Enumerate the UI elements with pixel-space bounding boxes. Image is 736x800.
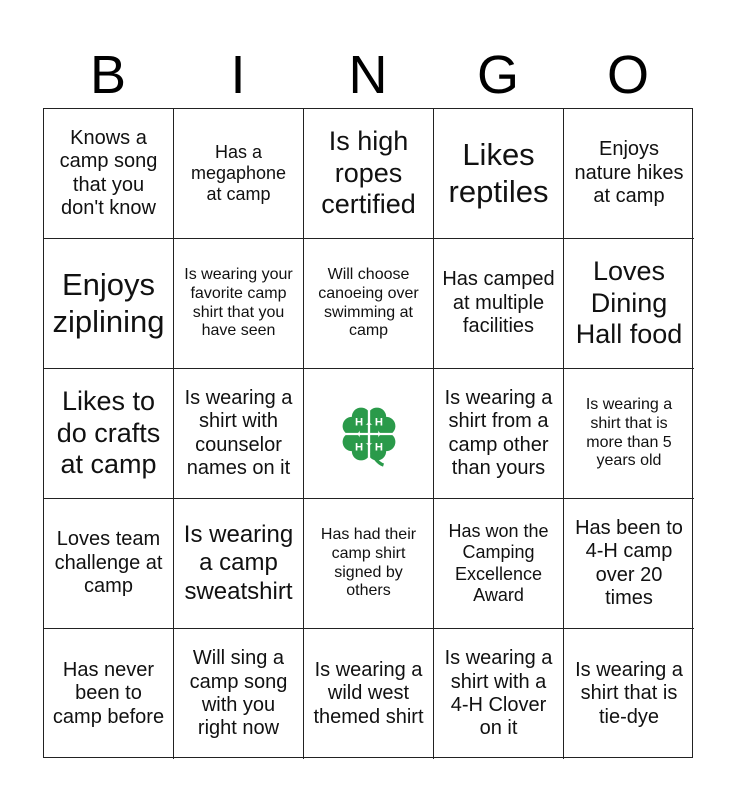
- cell-text: Knows a camp song that you don't know: [59, 126, 158, 219]
- bingo-cell-n4[interactable]: [304, 499, 434, 629]
- bingo-cell-o5[interactable]: [564, 629, 694, 759]
- bingo-header: [43, 42, 693, 108]
- cell-text: Is wearing a shirt with counselor names on it: [184, 386, 293, 479]
- svg-text:H: H: [354, 441, 363, 453]
- cell-text: Is wearing a shirt that is tie-dye: [575, 658, 683, 728]
- svg-text:H: H: [354, 415, 363, 428]
- cell-text: Is wearing a shirt from a camp other than yours: [444, 386, 553, 479]
- cell-text: Enjoys nature hikes at camp: [574, 138, 684, 208]
- bingo-cell-i2[interactable]: [174, 239, 304, 369]
- bingo-cell-i5[interactable]: [174, 629, 304, 759]
- cell-text: Likes reptiles: [448, 137, 549, 209]
- cell-text: Has a megaphone at camp: [190, 141, 287, 205]
- cell-text: Is wearing a shirt that is more than 5 years old: [585, 396, 673, 470]
- cell-text: Loves Dining Hall food: [575, 256, 683, 350]
- cell-text: Has been to 4-H camp over 20 times: [575, 516, 683, 609]
- bingo-cell-b3[interactable]: [44, 369, 174, 499]
- four-leaf-clover-icon: [336, 401, 402, 467]
- header-letter-b: B: [89, 45, 127, 105]
- bingo-cell-b5[interactable]: [44, 629, 174, 759]
- svg-text:H: H: [374, 415, 383, 428]
- bingo-cell-g2[interactable]: [434, 239, 564, 369]
- bingo-cell-n5[interactable]: [304, 629, 434, 759]
- bingo-board: [43, 108, 693, 758]
- bingo-cell-g3[interactable]: [434, 369, 564, 499]
- bingo-cell-b4[interactable]: [44, 499, 174, 629]
- bingo-cell-i4[interactable]: [174, 499, 304, 629]
- cell-text: Is wearing a shirt with a 4-H Clover on it: [444, 647, 553, 740]
- bingo-cell-o2[interactable]: [564, 239, 694, 369]
- cell-text: Is wearing a camp sweatshirt: [183, 521, 294, 605]
- cell-text: Has had their camp shirt signed by others: [320, 526, 417, 600]
- cell-text: Enjoys ziplining: [52, 267, 165, 339]
- bingo-cell-g5[interactable]: [434, 629, 564, 759]
- free-space-cell[interactable]: [304, 369, 434, 499]
- cell-text: Is wearing your favorite camp shirt that you have seen: [184, 266, 293, 340]
- cell-text: Has never been to camp before: [52, 658, 165, 728]
- bingo-cell-g1[interactable]: [434, 109, 564, 239]
- cell-text: Is high ropes certified: [321, 126, 416, 220]
- header-letter-o: O: [606, 45, 649, 105]
- cell-text: Has camped at multiple facilities: [442, 268, 555, 338]
- bingo-cell-n1[interactable]: [304, 109, 434, 239]
- bingo-cell-g4[interactable]: [434, 499, 564, 629]
- bingo-cell-b2[interactable]: [44, 239, 174, 369]
- cell-text: Will sing a camp song with you right now: [189, 647, 288, 740]
- bingo-cell-o3[interactable]: [564, 369, 694, 499]
- bingo-cell-n2[interactable]: [304, 239, 434, 369]
- bingo-cell-b1[interactable]: [44, 109, 174, 239]
- header-letter-n: N: [348, 45, 388, 105]
- cell-text: Will choose canoeing over swimming at camp: [318, 266, 419, 340]
- cell-text: Loves team challenge at camp: [54, 528, 163, 598]
- header-letter-g: G: [476, 45, 519, 105]
- svg-text:H: H: [374, 441, 383, 453]
- bingo-cell-i1[interactable]: [174, 109, 304, 239]
- cell-text: Is wearing a wild west themed shirt: [313, 658, 424, 728]
- cell-text: Has won the Camping Excellence Award: [448, 521, 549, 605]
- bingo-cell-o4[interactable]: [564, 499, 694, 629]
- cell-text: Likes to do crafts at camp: [56, 386, 161, 480]
- bingo-cell-i3[interactable]: [174, 369, 304, 499]
- bingo-cell-o1[interactable]: [564, 109, 694, 239]
- header-letter-i: I: [230, 45, 246, 105]
